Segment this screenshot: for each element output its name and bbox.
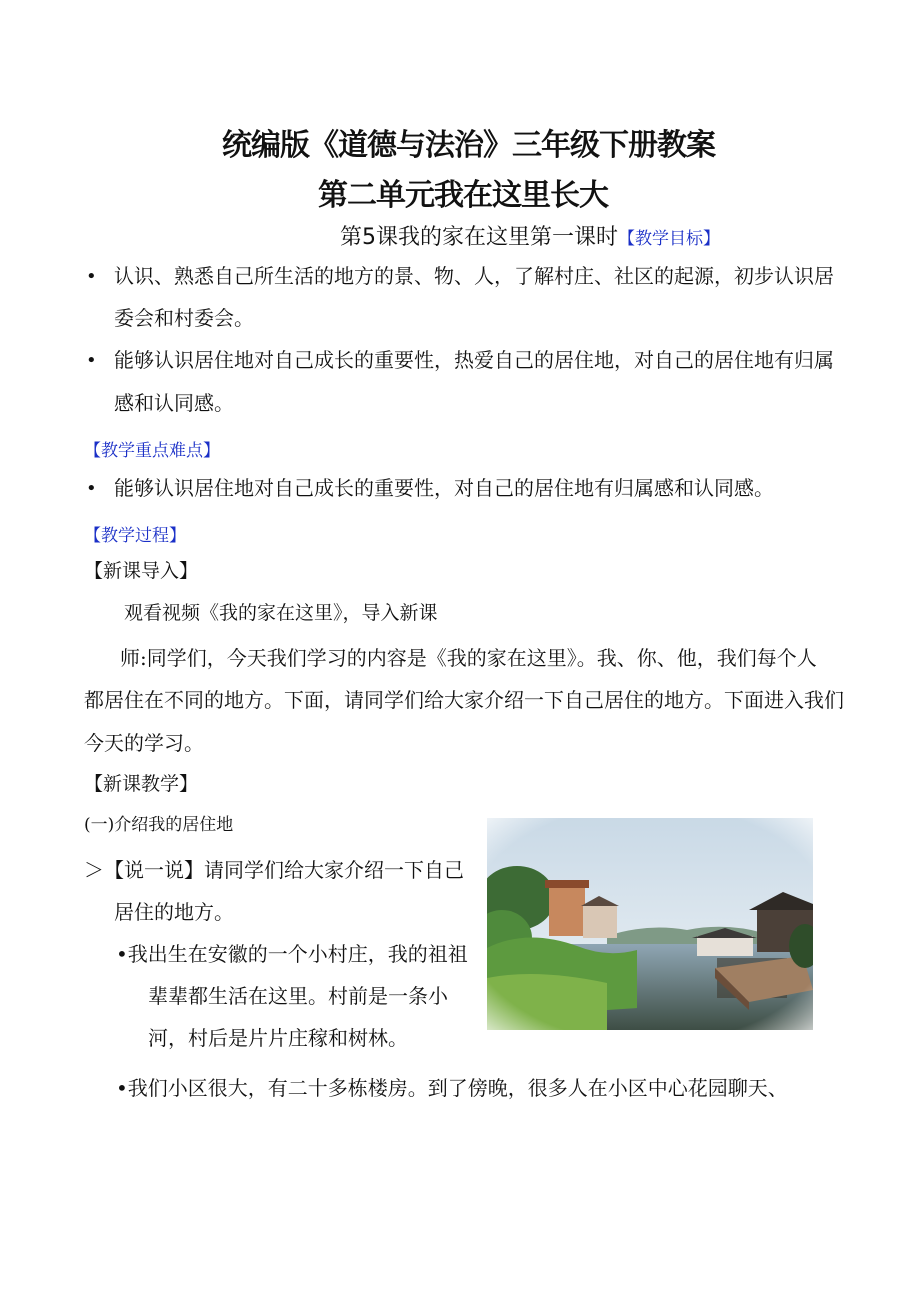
village-river-photo	[487, 818, 813, 1030]
say-line-2: 居住的地方。	[114, 900, 234, 924]
process-heading: 【教学过程】	[84, 526, 186, 546]
goal-2-line-2: 感和认同感。	[114, 391, 234, 415]
say-line-1: ＞【说一说】请同学们给大家介绍一下自己	[84, 858, 464, 882]
intro-heading: 【新课导入】	[84, 560, 199, 582]
intro-text-2-line-3: 今天的学习。	[84, 731, 204, 755]
bullet-mark: •	[86, 266, 97, 287]
bullet-mark: •	[86, 350, 97, 371]
goal-1-line-1: 认识、熟悉自己所生活的地方的景、物、人，了解村庄、社区的起源，初步认识居	[114, 264, 834, 288]
unit-title: 第二单元我在这里长大	[318, 178, 608, 213]
section-1-heading: (一)介绍我的居住地	[84, 815, 234, 835]
doc-title: 统编版《道德与法治》三年级下册教案	[222, 128, 715, 163]
example-1-line-2: 辈辈都生活在这里。村前是一条小	[148, 984, 448, 1008]
bullet-mark: •	[86, 478, 97, 499]
lesson-line	[340, 220, 720, 251]
goal-1-line-2: 委会和村委会。	[114, 306, 254, 330]
example-1-line-3: 河，村后是片片庄稼和树林。	[148, 1026, 408, 1050]
intro-text-2-line-1: 师:同学们，今天我们学习的内容是《我的家在这里》。我、你、他，我们每个人	[120, 646, 817, 670]
example-1-line-1: •我出生在安徽的一个小村庄，我的祖祖	[116, 942, 468, 966]
key-points-heading: 【教学重点难点】	[84, 441, 220, 461]
key-point-1: 能够认识居住地对自己成长的重要性，对自己的居住地有归属感和认同感。	[114, 476, 774, 500]
lesson-title: 第5课我的家在这里第一课时	[340, 225, 618, 250]
intro-text-1: 观看视频《我的家在这里》，导入新课	[124, 602, 438, 624]
photo-illustration	[487, 818, 813, 1030]
example-2-line-1: •我们小区很大，有二十多栋楼房。到了傍晚，很多人在小区中心花园聊天、	[116, 1076, 788, 1100]
intro-text-2-line-2: 都居住在不同的地方。下面，请同学们给大家介绍一下自己居住的地方。下面进入我们	[84, 688, 844, 712]
goal-2-line-1: 能够认识居住地对自己成长的重要性，热爱自己的居住地，对自己的居住地有归属	[114, 348, 834, 372]
teaching-heading: 【新课教学】	[84, 773, 199, 795]
goals-heading: 【教学目标】	[618, 229, 720, 249]
